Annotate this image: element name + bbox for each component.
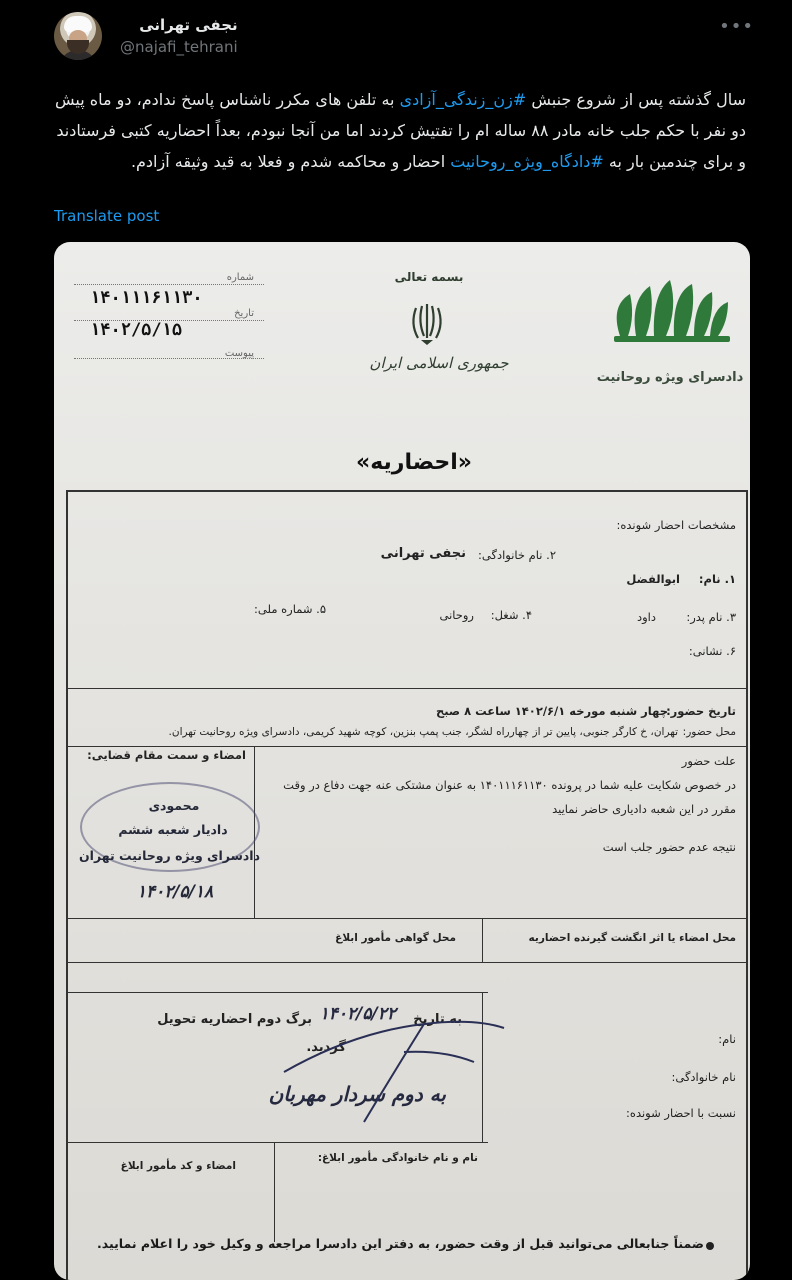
- family-value: نجفی تهرانی: [380, 546, 466, 561]
- display-name[interactable]: نجفی تهرانی: [139, 16, 238, 34]
- hashtag-link[interactable]: #دادگاه_ویژه_روحانیت: [450, 152, 604, 171]
- footer-note: ضمناً جنابعالی می‌توانید قبل از وقت حضور، به دفتر این دادسرا مراجعه و وکیل خود را اعلام نمایید.: [97, 1236, 704, 1251]
- officer-code-label: امضاء و کد مأمور ابلاغ: [120, 1160, 236, 1172]
- divider: [68, 992, 488, 993]
- avatar[interactable]: [54, 12, 102, 60]
- consequence-text: نتیجه عدم حضور جلب است: [602, 840, 736, 854]
- attachment-label: پیوست: [224, 348, 254, 359]
- reason-line-1: در خصوص شکایت علیه شما در پرونده ۱۴۰۱۱۱۶۱۱۳۰ به عنوان مشتکی عنه جهت دفاع در وقت: [283, 778, 736, 792]
- address-label: ۶. نشانی:: [688, 644, 736, 658]
- reason-label: علت حضور: [681, 754, 736, 768]
- divider: [274, 1142, 275, 1242]
- recipient-sign-label: محل امضاء یا اثر انگشت گیرنده احضاریه: [528, 932, 736, 944]
- name-value: ابوالفضل: [626, 572, 680, 586]
- appear-date-value: چهار شنبه مورخه ۱۴۰۲/۶/۱ ساعت ۸ صبح: [435, 704, 668, 718]
- date-label: تاریخ: [234, 308, 254, 319]
- divider: [68, 688, 748, 689]
- appear-place-label: محل حضور:: [682, 726, 736, 738]
- recipient-family-label: نام خانوادگی:: [671, 1070, 736, 1084]
- national-id-label: ۵. شماره ملی:: [254, 602, 326, 616]
- appear-date-label: تاریخ حضور:: [666, 704, 736, 718]
- more-horizontal-icon[interactable]: •••: [719, 16, 754, 37]
- reason-line-2: مقرر در این شعبه دادیاری حاضر نمایید: [552, 802, 736, 816]
- job-label: ۴. شغل:: [490, 608, 532, 622]
- name-label: ۱. نام:: [698, 572, 736, 586]
- number-label: شماره: [226, 272, 254, 283]
- delivery-prefix: به تاریخ: [413, 1012, 462, 1027]
- officer-witness-label: محل گواهی مأمور ابلاغ: [335, 932, 456, 944]
- judiciary-clergy-logo-icon: [600, 276, 740, 346]
- father-label: ۳. نام پدر:: [686, 610, 736, 624]
- father-value: داود: [637, 610, 656, 624]
- signature-scribble-icon: [274, 1012, 514, 1132]
- tweet-text-part3: احضار و محاکمه شدم و فعلا به قید وثیقه آزادم.: [130, 152, 451, 171]
- besmeh-text: بسمه تعالی: [394, 270, 464, 284]
- handle[interactable]: @najafi_tehrani: [120, 38, 238, 56]
- tweet-text-part2: به تلفن های مکرر ناشناس پاسخ ندادم، دو ماه پیش دو نفر با حکم جلب خانه مادر ۸۸ ساله ام را تفتیش کردند اما من آنجا نبودم، بعداً احضاریه کتبی فرستادند و برای چندمین بار به: [54, 90, 746, 171]
- recipient-name-label: نام:: [718, 1032, 736, 1046]
- judicial-signature-label: امضاء و سمت مقام قضایی:: [87, 748, 246, 762]
- delivery-handwriting: به دوم سردار مهربان: [268, 1082, 446, 1106]
- author-names: [120, 16, 238, 56]
- divider: [482, 918, 483, 962]
- officer-name-label: نام و نام خانوادگی مأمور ابلاغ:: [317, 1152, 478, 1164]
- stamp-line-1: محمودی: [148, 798, 200, 813]
- divider: [68, 746, 748, 747]
- attachment-line: [74, 358, 264, 359]
- delivery-date: ۱۴۰۲/۵/۲۲: [319, 1004, 396, 1024]
- stamp-line-3: دادسرای ویژه روحانیت تهران: [79, 848, 260, 863]
- divider: [68, 962, 748, 963]
- stamp-date: ۱۴۰۲/۵/۱۸: [136, 882, 214, 902]
- republic-title: جمهوری اسلامی ایران: [369, 354, 509, 372]
- divider: [68, 918, 748, 919]
- family-label: ۲. نام خانوادگی:: [478, 548, 556, 562]
- number-line: [74, 284, 264, 285]
- bullet-icon: [706, 1242, 714, 1250]
- job-value: روحانی: [439, 608, 474, 622]
- delivery-suffix: برگ دوم احضاریه تحویل: [157, 1012, 312, 1027]
- summons-document: [54, 242, 750, 1280]
- divider: [68, 1142, 488, 1143]
- tweet-text-part1: سال گذشته پس از شروع جنبش: [526, 90, 746, 109]
- recipient-relation-label: نسبت با احضار شونده:: [626, 1106, 736, 1120]
- section-heading: مشخصات احضار شونده:: [616, 518, 736, 532]
- tweet-text: [54, 84, 746, 177]
- org-title: دادسرای ویژه روحانیت: [596, 370, 744, 385]
- iran-emblem-icon: [408, 302, 446, 346]
- stamp-line-2: دادیار شعبه ششم: [118, 822, 228, 837]
- delivery-end: گردید.: [306, 1040, 346, 1055]
- appear-place-value: تهران، خ کارگر جنوبی، پایین تر از چهارراه لشگر، جنب پمپ بنزین، کوچه شهید کریمی، دادسرای ویژه روحانیت تهران.: [168, 726, 678, 738]
- post-photo[interactable]: [54, 242, 750, 1280]
- hashtag-link[interactable]: #زن_زندگی_آزادی: [399, 90, 527, 109]
- number-value: ۱۴۰۱۱۱۶۱۱۳۰: [90, 288, 203, 308]
- date-value: ۱۴۰۲/۵/۱۵: [90, 320, 183, 340]
- tweet-header: [54, 8, 754, 64]
- document-title: «احضاریه»: [355, 450, 473, 475]
- translate-post-link[interactable]: Translate post: [54, 207, 160, 225]
